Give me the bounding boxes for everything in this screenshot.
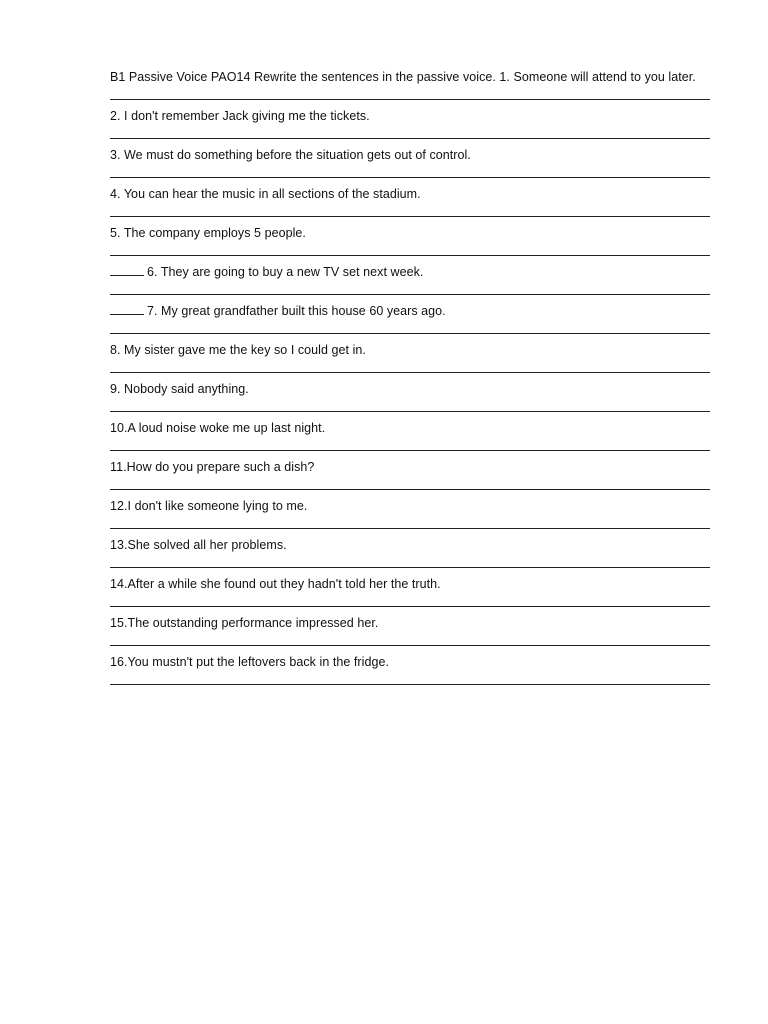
question-text-row bbox=[110, 498, 710, 514]
question-text-row bbox=[110, 108, 710, 124]
question-text: 2. I don't remember Jack giving me the tickets. bbox=[110, 109, 370, 123]
question-text: 8. My sister gave me the key so I could get in. bbox=[110, 343, 366, 357]
worksheet-content bbox=[110, 69, 710, 693]
question-text: 10.A loud noise woke me up last night. bbox=[110, 421, 326, 435]
answer-line[interactable] bbox=[110, 254, 710, 256]
answer-line[interactable] bbox=[110, 137, 710, 139]
question-item bbox=[110, 342, 710, 373]
question-text: 9. Nobody said anything. bbox=[110, 382, 249, 396]
question-text-row bbox=[110, 342, 710, 358]
question-text-row bbox=[110, 654, 710, 670]
answer-line[interactable] bbox=[110, 683, 710, 685]
answer-line[interactable] bbox=[110, 605, 710, 607]
fill-in-blank[interactable] bbox=[110, 303, 144, 315]
question-text-row bbox=[110, 147, 710, 163]
answer-line[interactable] bbox=[110, 488, 710, 490]
question-text: 6. They are going to buy a new TV set next week. bbox=[147, 265, 424, 279]
answer-line[interactable] bbox=[110, 527, 710, 529]
question-item bbox=[110, 420, 710, 451]
question-text-row bbox=[110, 459, 710, 475]
question-item bbox=[110, 537, 710, 568]
question-item bbox=[110, 576, 710, 607]
question-text: 15.The outstanding performance impressed her. bbox=[110, 616, 379, 630]
question-text-row bbox=[110, 615, 710, 631]
question-text-row bbox=[110, 303, 710, 319]
answer-line[interactable] bbox=[110, 371, 710, 373]
question-text: 16.You mustn't put the leftovers back in the fridge. bbox=[110, 655, 389, 669]
answer-line[interactable] bbox=[110, 98, 710, 100]
question-text: 5. The company employs 5 people. bbox=[110, 226, 306, 240]
question-item bbox=[110, 303, 710, 334]
question-text: 3. We must do something before the situation gets out of control. bbox=[110, 148, 471, 162]
question-text-row bbox=[110, 381, 710, 397]
question-text: 7. My great grandfather built this house 60 years ago. bbox=[147, 304, 446, 318]
fill-in-blank[interactable] bbox=[110, 264, 144, 276]
answer-line[interactable] bbox=[110, 566, 710, 568]
question-text-row bbox=[110, 225, 710, 241]
header-block bbox=[110, 69, 710, 100]
question-text: 13.She solved all her problems. bbox=[110, 538, 287, 552]
question-text: 11.How do you prepare such a dish? bbox=[110, 460, 315, 474]
question-item bbox=[110, 147, 710, 178]
answer-line[interactable] bbox=[110, 332, 710, 334]
answer-line[interactable] bbox=[110, 215, 710, 217]
question-item bbox=[110, 108, 710, 139]
answer-line[interactable] bbox=[110, 293, 710, 295]
question-item bbox=[110, 459, 710, 490]
question-list bbox=[110, 108, 710, 685]
question-text-row bbox=[110, 537, 710, 553]
question-item bbox=[110, 615, 710, 646]
question-item bbox=[110, 498, 710, 529]
question-item bbox=[110, 186, 710, 217]
question-text: 14.After a while she found out they hadn't told her the truth. bbox=[110, 577, 441, 591]
question-text-row bbox=[110, 576, 710, 592]
question-item bbox=[110, 225, 710, 256]
answer-line[interactable] bbox=[110, 410, 710, 412]
question-text: 12.I don't like someone lying to me. bbox=[110, 499, 308, 513]
question-text-row bbox=[110, 186, 710, 202]
question-text: 4. You can hear the music in all sections of the stadium. bbox=[110, 187, 421, 201]
question-text-row bbox=[110, 420, 710, 436]
worksheet-header: B1 Passive Voice PAO14 Rewrite the sentences in the passive voice. 1. Someone will attend to you later. bbox=[110, 70, 696, 84]
question-item bbox=[110, 381, 710, 412]
answer-line[interactable] bbox=[110, 644, 710, 646]
question-text-row bbox=[110, 264, 710, 280]
answer-line[interactable] bbox=[110, 449, 710, 451]
answer-line[interactable] bbox=[110, 176, 710, 178]
question-item bbox=[110, 654, 710, 685]
question-item bbox=[110, 264, 710, 295]
